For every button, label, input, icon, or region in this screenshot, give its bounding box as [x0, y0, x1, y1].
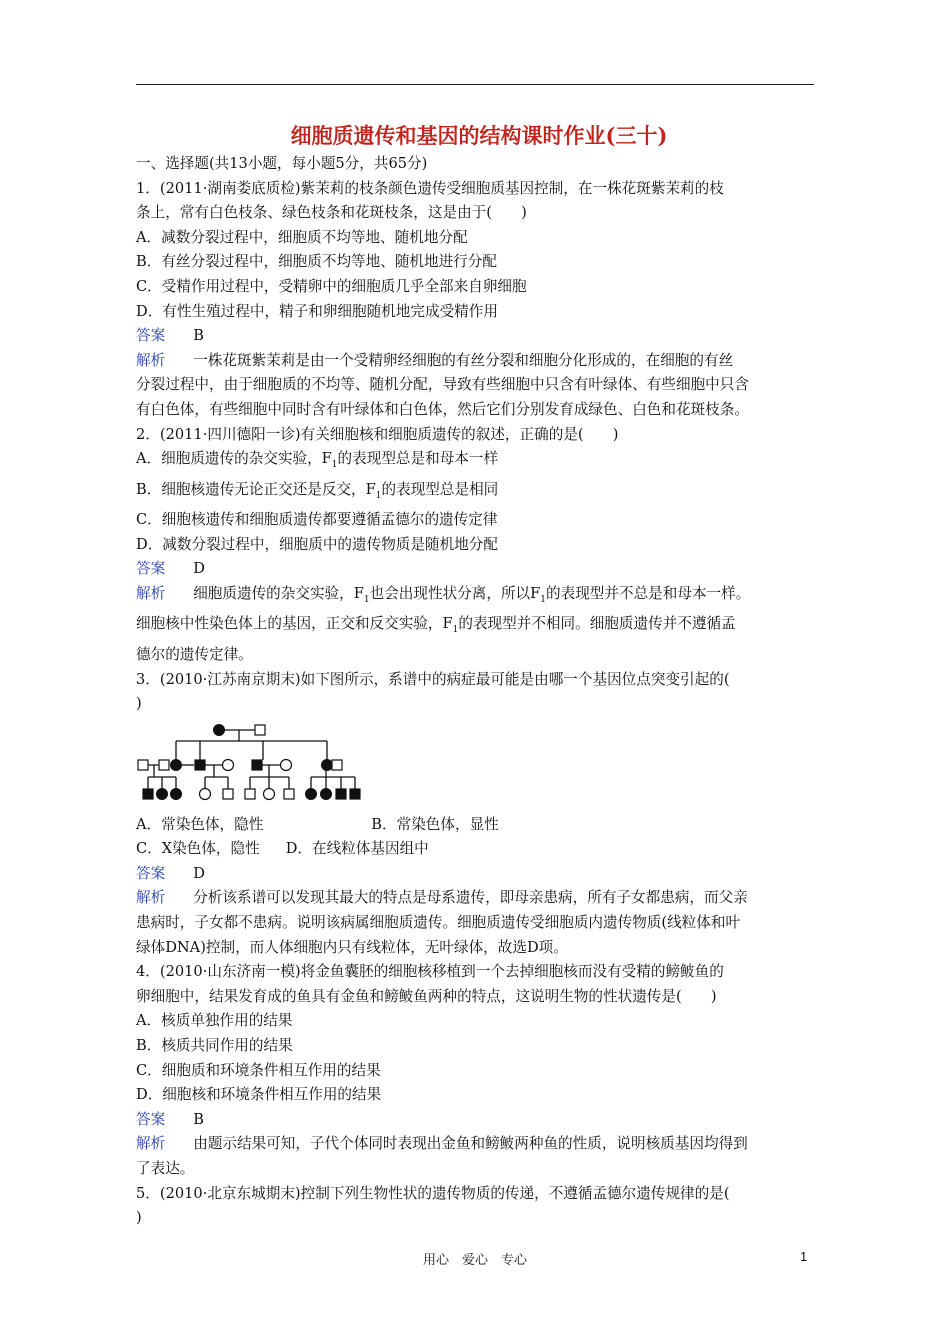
question-2: [136, 423, 816, 668]
pedigree-affected-male: [336, 789, 346, 799]
question-stem: 2．(2011·四川德阳一诊)有关细胞核和细胞质遗传的叙述，正确的是( ): [136, 425, 619, 443]
analysis-text: 分析该系谱可以发现其最大的特点是母系遗传，即母亲患病，所有子女都患病，而父亲: [193, 889, 748, 907]
question-stem: ): [136, 695, 142, 713]
pedigree-unaffected-male: [245, 789, 255, 799]
option-text: 的表现型总是和母本一样: [337, 450, 499, 468]
option-row: [136, 813, 816, 838]
option-a: A．常染色体，隐性: [136, 815, 264, 833]
option-b: B．核质共同作用的结果: [136, 1037, 293, 1055]
analysis-label: 解析: [136, 1135, 166, 1153]
question-stem: 1．(2011·湖南娄底质检)紫茉莉的枝条颜色遗传受细胞质基因控制，在一株花斑紫茉莉的枝: [136, 179, 724, 197]
option-d: D．在线粒体基因组中: [285, 840, 429, 858]
analysis-line: [136, 582, 816, 613]
pedigree-unaffected-female: [223, 759, 234, 770]
answer-label: 答案: [136, 1110, 166, 1128]
analysis-text: 由题示结果可知，子代个体同时表现出金鱼和鳑鲏两种鱼的性质，说明核质基因均得到: [193, 1135, 748, 1153]
pedigree-diagram: [136, 717, 816, 813]
document-body: [136, 122, 816, 1231]
pedigree-unaffected-male: [255, 725, 265, 735]
pedigree-unaffected-male: [138, 760, 148, 770]
answer-line: [136, 324, 816, 349]
analysis-label: 解析: [136, 889, 166, 907]
analysis-text: 绿体DNA)控制，而人体细胞内只有线粒体，无叶绿体，故选D项。: [136, 938, 568, 956]
analysis-text: 了表达。: [136, 1160, 195, 1177]
analysis-label: 解析: [136, 351, 166, 369]
pedigree-affected-female: [157, 788, 168, 799]
option-c: C．细胞质和环境条件相互作用的结果: [136, 1061, 381, 1079]
pedigree-affected-female: [306, 788, 317, 799]
pedigree-unaffected-female: [200, 788, 211, 799]
analysis-text: 的表现型并不总是和母本一样。: [546, 584, 751, 602]
pedigree-affected-female: [171, 759, 182, 770]
pedigree-affected-female: [214, 724, 225, 735]
analysis-label: 解析: [136, 584, 166, 602]
question-stem: 条上，常有白色枝条、绿色枝条和花斑枝条，这是由于( ): [136, 204, 527, 222]
question-stem: 4．(2010·山东济南一模)将金鱼囊胚的细胞核移植到一个去掉细胞核而没有受精的鳑鲏鱼的: [136, 963, 724, 981]
subscript: 1: [363, 594, 370, 605]
answer-value: D: [193, 560, 205, 578]
answer-value: B: [193, 1110, 204, 1128]
question-1: [136, 177, 816, 423]
answer-label: 答案: [136, 560, 166, 578]
option-b: B．常染色体，显性: [371, 815, 499, 833]
option-text: B．细胞核遗传无论正交还是反交，F: [136, 480, 376, 498]
page-number: 1: [800, 1249, 808, 1264]
option-c: C．细胞核遗传和细胞质遗传都要遵循孟德尔的遗传定律: [136, 511, 498, 529]
answer-label: 答案: [136, 327, 166, 345]
answer-line: [136, 1108, 816, 1133]
option-a: A．减数分裂过程中，细胞质不均等地、随机地分配: [136, 228, 468, 246]
section-header: 一、选择题(共13小题，每小题5分，共65分): [136, 155, 428, 172]
answer-value: B: [193, 327, 204, 345]
pedigree-unaffected-male: [332, 760, 342, 770]
analysis-text: 分裂过程中，由于细胞质的不均等、随机分配，导致有些细胞中只含有叶绿体、有些细胞中只含: [136, 376, 749, 394]
pedigree-unaffected-male: [223, 789, 233, 799]
option-d: D．有性生殖过程中，精子和卵细胞随机地完成受精作用: [136, 302, 498, 320]
pedigree-affected-male: [195, 760, 205, 770]
pedigree-unaffected-male: [159, 760, 169, 770]
option-row: [136, 837, 816, 862]
question-5: [136, 1182, 816, 1231]
analysis-text: 有白色体，有些细胞中同时含有叶绿体和白色体，然后它们分别发育成绿色、白色和花斑枝条。: [136, 400, 749, 418]
pedigree-affected-female: [171, 788, 182, 799]
subscript: 1: [452, 625, 459, 636]
analysis-text: 一株花斑紫茉莉是由一个受精卵经细胞的有丝分裂和细胞分化形成的，在细胞的有丝: [193, 351, 734, 369]
analysis-text: 的表现型并不相同。细胞质遗传并不遵循孟: [458, 615, 736, 633]
question-3: [136, 668, 816, 961]
pedigree-unaffected-female: [281, 759, 292, 770]
page-title: 细胞质遗传和基因的结构课时作业(三十): [290, 123, 668, 148]
option-d: D．减数分裂过程中，细胞质中的遗传物质是随机地分配: [136, 535, 498, 553]
question-stem: 5．(2010·北京东城期末)控制下列生物性状的遗传物质的传递，不遵循孟德尔遗传规律的是(: [136, 1184, 730, 1202]
pedigree-unaffected-male: [284, 789, 294, 799]
page-footer: 用心 爱心 专心: [422, 1253, 527, 1268]
analysis-text: 细胞核中性染色体上的基因，正交和反交实验，F: [136, 615, 453, 633]
option-c: C．受精作用过程中，受精卵中的细胞质几乎全部来自卵细胞: [136, 277, 527, 295]
option-a: A．核质单独作用的结果: [136, 1012, 293, 1030]
analysis-text: 德尔的遗传定律。: [136, 645, 253, 663]
pedigree-affected-female: [321, 788, 332, 799]
option-b: [136, 478, 816, 509]
subscript: 1: [540, 594, 547, 605]
analysis-line: [136, 612, 816, 643]
question-stem: 卵细胞中，结果发育成的鱼具有金鱼和鳑鲏鱼两种的特点，这说明生物的性状遗传是( ): [136, 987, 717, 1005]
answer-label: 答案: [136, 864, 166, 882]
option-a: [136, 447, 816, 478]
analysis-text: 也会出现性状分离，所以F: [369, 584, 541, 602]
answer-value: D: [193, 864, 205, 882]
answer-line: [136, 557, 816, 582]
question-4: [136, 960, 816, 1181]
pedigree-affected-female: [322, 759, 333, 770]
question-stem: 3．(2010·江苏南京期末)如下图所示，系谱中的病症最可能是由哪一个基因位点突变引起的(: [136, 670, 730, 688]
question-stem: ): [136, 1209, 142, 1227]
option-b: B．有丝分裂过程中，细胞质不均等地、随机地进行分配: [136, 253, 497, 271]
option-c: C．X染色体，隐性: [136, 840, 260, 858]
option-d: D．细胞核和环境条件相互作用的结果: [136, 1086, 382, 1104]
option-text: A．细胞质遗传的杂交实验，F: [136, 450, 332, 468]
analysis-line: [136, 349, 816, 374]
pedigree-affected-male: [350, 789, 360, 799]
option-text: 的表现型总是相同: [381, 480, 499, 498]
analysis-line: [136, 1132, 816, 1157]
pedigree-affected-male: [143, 789, 153, 799]
header-rule: [136, 84, 814, 85]
pedigree-unaffected-female: [264, 788, 275, 799]
analysis-line: [136, 886, 816, 911]
subscript: 1: [375, 490, 382, 501]
analysis-text: 患病时，子女都不患病。说明该病属细胞质遗传。细胞质遗传受细胞质内遗传物质(线粒体和叶: [136, 914, 741, 932]
analysis-text: 细胞质遗传的杂交实验，F: [193, 584, 364, 602]
subscript: 1: [331, 460, 338, 471]
pedigree-affected-male: [252, 760, 262, 770]
answer-line: [136, 862, 816, 887]
